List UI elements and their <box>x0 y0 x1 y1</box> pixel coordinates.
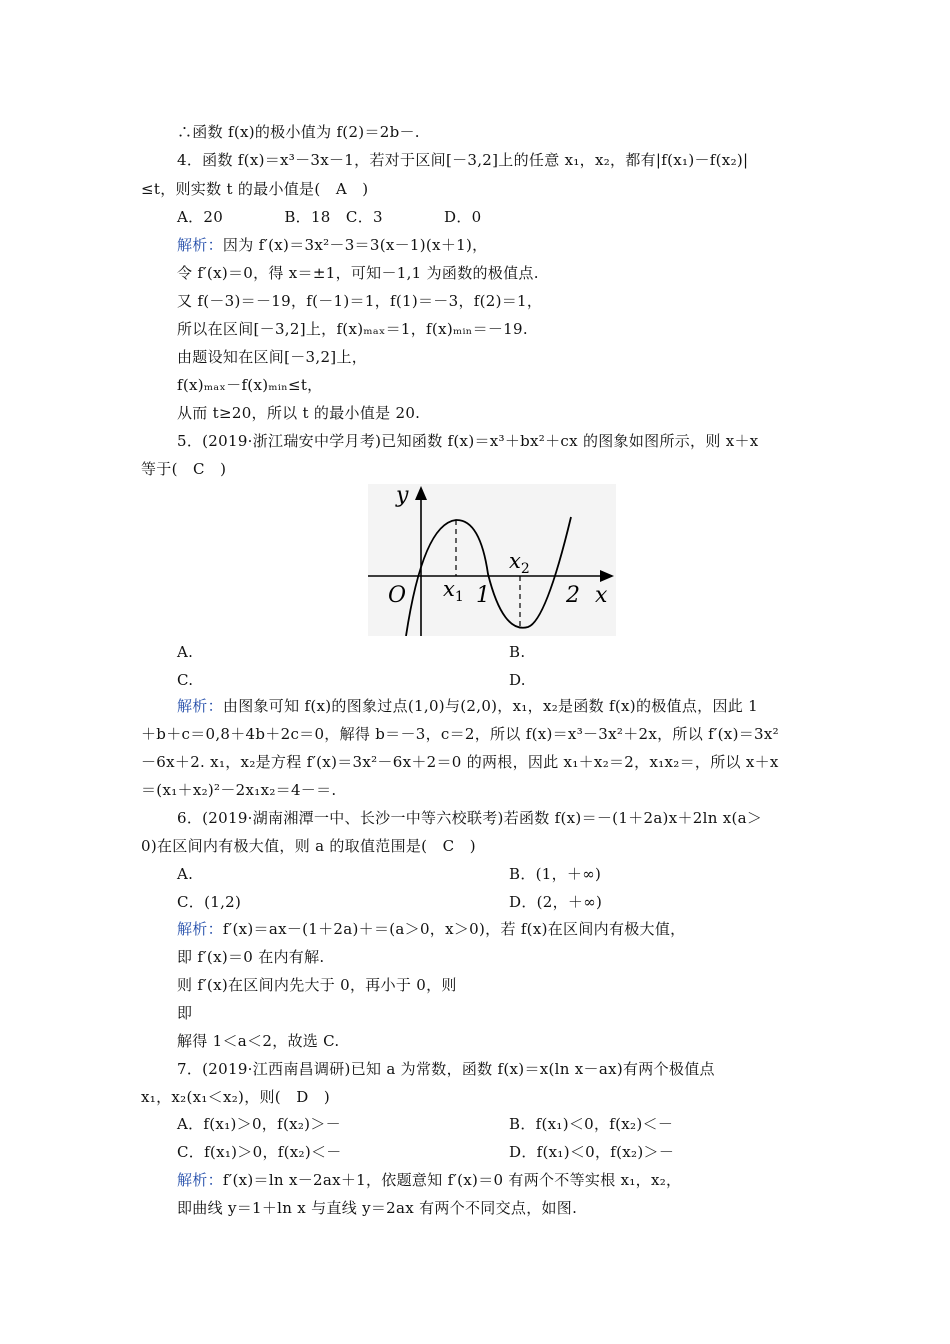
text-line: 由题设知在区间[－3,2]上， <box>177 348 368 366</box>
cubic-graph-figure <box>368 484 616 636</box>
text-line: －6x＋2. x₁，x₂是方程 f′(x)＝3x²－6x＋2＝0 的两根，因此 x₁＋x₂＝2，x₁x₂＝，所以 x＋x <box>141 753 779 771</box>
y-label: y <box>396 484 409 508</box>
option-c: C．(1,2) <box>177 893 242 911</box>
text-line: ＋b＋c＝0,8＋4b＋2c＝0，解得 b＝－3，c＝2，所以 f(x)＝x³－3x²＋2x，所以 f′(x)＝3x² <box>141 725 779 743</box>
option-d: D．(2，＋∞) <box>509 893 603 911</box>
text-line: 即 f′(x)＝0 在内有解. <box>177 948 325 966</box>
tick-label-2: 2 <box>566 583 580 608</box>
option-a: A. <box>177 865 194 883</box>
option-b: B. <box>509 643 526 661</box>
options-line: A．20 B．18 C．3 D．0 <box>177 208 482 226</box>
text-line: ∴函数 f(x)的极小值为 f(2)＝2b－. <box>177 123 420 141</box>
question-4: 4．函数 f(x)＝x³－3x－1，若对于区间[－3,2]上的任意 x₁，x₂，都有|f(x₁)－f(x₂)| <box>177 151 749 169</box>
text-line: 则 f′(x)在区间内先大于 0，再小于 0，则 <box>177 976 457 994</box>
option-d: D. <box>509 671 526 689</box>
option-b: B．(1，＋∞) <box>509 865 602 883</box>
solution-label: 解析： <box>177 697 223 715</box>
solution-line: 解析：f′(x)＝ax－(1＋2a)＋＝(a＞0，x＞0)，若 f(x)在区间内有极大值， <box>177 920 686 938</box>
option-c: C. <box>177 671 194 689</box>
text-line: 即曲线 y＝1＋ln x 与直线 y＝2ax 有两个不同交点，如图. <box>177 1199 578 1217</box>
option-d: D．f(x₁)＜0，f(x₂)＞－ <box>509 1143 675 1161</box>
x1-label: $x_1$ <box>443 577 464 605</box>
question-5: 5．(2019·浙江瑞安中学月考)已知函数 f(x)＝x³＋bx²＋cx 的图象如图所示，则 x＋x <box>177 432 759 450</box>
text-line: 又 f(－3)＝－19，f(－1)＝1，f(1)＝－3，f(2)＝1， <box>177 292 543 310</box>
solution-line: 解析：f′(x)＝ln x－2ax＋1，依题意知 f′(x)＝0 有两个不等实根 x₁，x₂， <box>177 1171 682 1189</box>
question-6: 6．(2019·湖南湘潭一中、长沙一中等六校联考)若函数 f(x)＝－(1＋2a)x＋2ln x(a＞ <box>177 809 763 827</box>
text-line: f(x)ₘₐₓ－f(x)ₘᵢₙ≤t， <box>177 376 323 394</box>
solution-line: 解析：由图象可知 f(x)的图象过点(1,0)与(2,0)，x₁，x₂是函数 f(x)的极值点，因此 1 <box>177 697 758 715</box>
solution-line: 解析：因为 f′(x)＝3x²－3＝3(x－1)(x＋1)， <box>177 236 488 254</box>
origin-label: O <box>388 583 407 608</box>
question-7: 7．(2019·江西南昌调研)已知 a 为常数，函数 f(x)＝x(ln x－ax)有两个极值点 <box>177 1060 715 1078</box>
tick-label-1: 1 <box>476 583 490 608</box>
option-a: A. <box>177 643 194 661</box>
solution-label: 解析： <box>177 1171 223 1189</box>
solution-label: 解析： <box>177 236 223 254</box>
x2-label: $x_2$ <box>509 549 530 577</box>
text-line: 从而 t≥20，所以 t 的最小值是 20. <box>177 404 421 422</box>
text-line: 0)在区间内有极大值，则 a 的取值范围是( C ) <box>141 837 476 855</box>
text-line: 等于( C ) <box>141 460 227 478</box>
option-a: A．f(x₁)＞0，f(x₂)＞－ <box>177 1115 341 1133</box>
solution-label: 解析： <box>177 920 223 938</box>
text-line: 所以在区间[－3,2]上，f(x)ₘₐₓ＝1，f(x)ₘᵢₙ＝－19. <box>177 320 528 338</box>
text-line: 即 <box>177 1004 193 1022</box>
y-axis-arrow <box>415 486 427 500</box>
text-line: x₁，x₂(x₁＜x₂)，则( D ) <box>141 1088 331 1106</box>
option-b: B．f(x₁)＜0，f(x₂)＜－ <box>509 1115 674 1133</box>
option-c: C．f(x₁)＞0，f(x₂)＜－ <box>177 1143 342 1161</box>
text-line: ≤t，则实数 t 的最小值是( A ) <box>141 180 369 198</box>
x-axis-arrow <box>600 570 614 582</box>
text-line: 令 f′(x)＝0，得 x＝±1，可知－1,1 为函数的极值点. <box>177 264 539 282</box>
text-line: 解得 1＜a＜2，故选 C. <box>177 1032 340 1050</box>
x-label: x <box>595 583 608 608</box>
text-line: ＝(x₁＋x₂)²－2x₁x₂＝4－＝. <box>141 781 337 799</box>
